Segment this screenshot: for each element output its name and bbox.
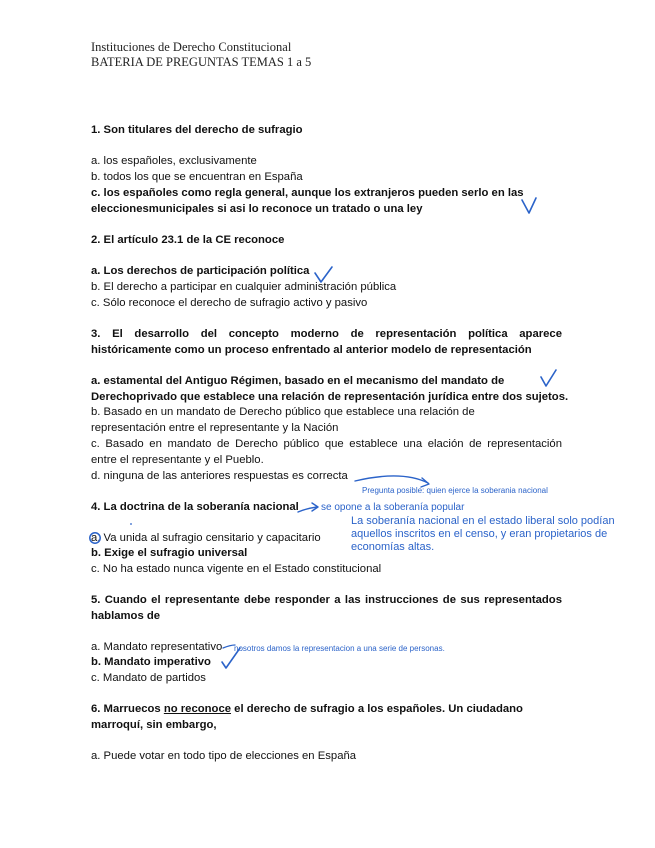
q4-option-b: b. Exige el sufragio universal [91, 547, 248, 559]
q3-option-c-line2: entre el representante y el Pueblo. [91, 454, 264, 466]
question-3-line1: 3. El desarrollo del concepto moderno de representación política aparece [91, 328, 562, 340]
course-name: Instituciones de Derecho Constitucional [91, 40, 292, 54]
note-liberal-state: La soberanía nacional en el estado liberal solo podían aquellos inscritos en el censo, y eran propietarios de economías altas. [351, 515, 615, 553]
q5-option-a: a. Mandato representativo [91, 641, 223, 653]
question-4: 4. La doctrina de la soberanía nacional [91, 501, 299, 513]
q1-option-a: a. los españoles, exclusivamente [91, 155, 257, 167]
q4-option-c: c. No ha estado nunca vigente en el Estado constitucional [91, 563, 382, 575]
document-title: BATERIA DE PREGUNTAS TEMAS 1 a 5 [91, 55, 312, 69]
q3-option-a-line2: Derechoprivado que establece una relación de representación jurídica entre dos sujetos. [91, 391, 569, 403]
q3-option-b-line2: representación entre el representante y la Nación [91, 422, 339, 434]
q6-text-underlined: no reconoce [163, 703, 232, 715]
q1-option-c-line2: eleccionesmunicipales si asi lo reconoce un tratado o una ley [91, 203, 423, 215]
q6-text-post: el derecho de sufragio a los españoles. Un ciudadano [234, 703, 523, 715]
q3-option-c-line1: c. Basado en mandato de Derecho público que establece una elación de representación [91, 438, 562, 450]
question-2: 2. El artículo 23.1 de la CE reconoce [91, 234, 285, 246]
q2-option-b: b. El derecho a participar en cualquier administración pública [91, 281, 397, 293]
checkmark-icon [522, 198, 536, 213]
q2-option-c: c. Sólo reconoce el derecho de sufragio activo y pasivo [91, 297, 368, 309]
question-1: 1. Son titulares del derecho de sufragio [91, 124, 303, 136]
q5-option-c: c. Mandato de partidos [91, 672, 206, 684]
question-5-line2: hablamos de [91, 610, 161, 622]
q1-option-b: b. todos los que se encuentran en España [91, 171, 303, 183]
q4-option-a: a. Va unida al sufragio censitario y capacitario [91, 532, 321, 544]
q2-option-a: a. Los derechos de participación política [91, 265, 310, 277]
arrow-icon [298, 507, 317, 512]
q3-option-a-line1: a. estamental del Antiguo Régimen, basado en el mecanismo del mandato de [91, 375, 505, 387]
q5-option-b: b. Mandato imperativo [91, 656, 211, 668]
q6-option-a: a. Puede votar en todo tipo de elecciones en España [91, 750, 357, 762]
question-6-line2: marroquí, sin embargo, [91, 719, 217, 731]
arrow-icon [355, 476, 428, 483]
question-5-line1: 5. Cuando el representante debe responder a las instrucciones de sus representados [91, 594, 562, 606]
checkmark-icon [541, 370, 556, 386]
q1-option-c-line1: c. los españoles como regla general, aunque los extranjeros pueden serlo en las [91, 187, 524, 199]
dot-mark-icon [130, 523, 132, 525]
q6-text-pre: 6. Marruecos [91, 703, 161, 715]
arrow-head-icon [312, 503, 318, 511]
checkmark-icon [315, 267, 332, 282]
question-6-line1 [91, 703, 523, 715]
question-3-line2: históricamente como un proceso enfrentado al anterior modelo de representación [91, 344, 532, 356]
note-we-delegate: nosotros damos la representacion a una serie de personas. [234, 644, 445, 653]
note-opposes-popular: se opone a la soberanía popular [321, 502, 465, 513]
q3-option-b-line1: b. Basado en un mandato de Derecho público que establece una relación de [91, 406, 475, 418]
q3-option-d: d. ninguna de las anteriores respuestas es correcta [91, 470, 348, 482]
note-possible-question: Pregunta posible: quien ejerce la soberania nacional [362, 486, 548, 495]
